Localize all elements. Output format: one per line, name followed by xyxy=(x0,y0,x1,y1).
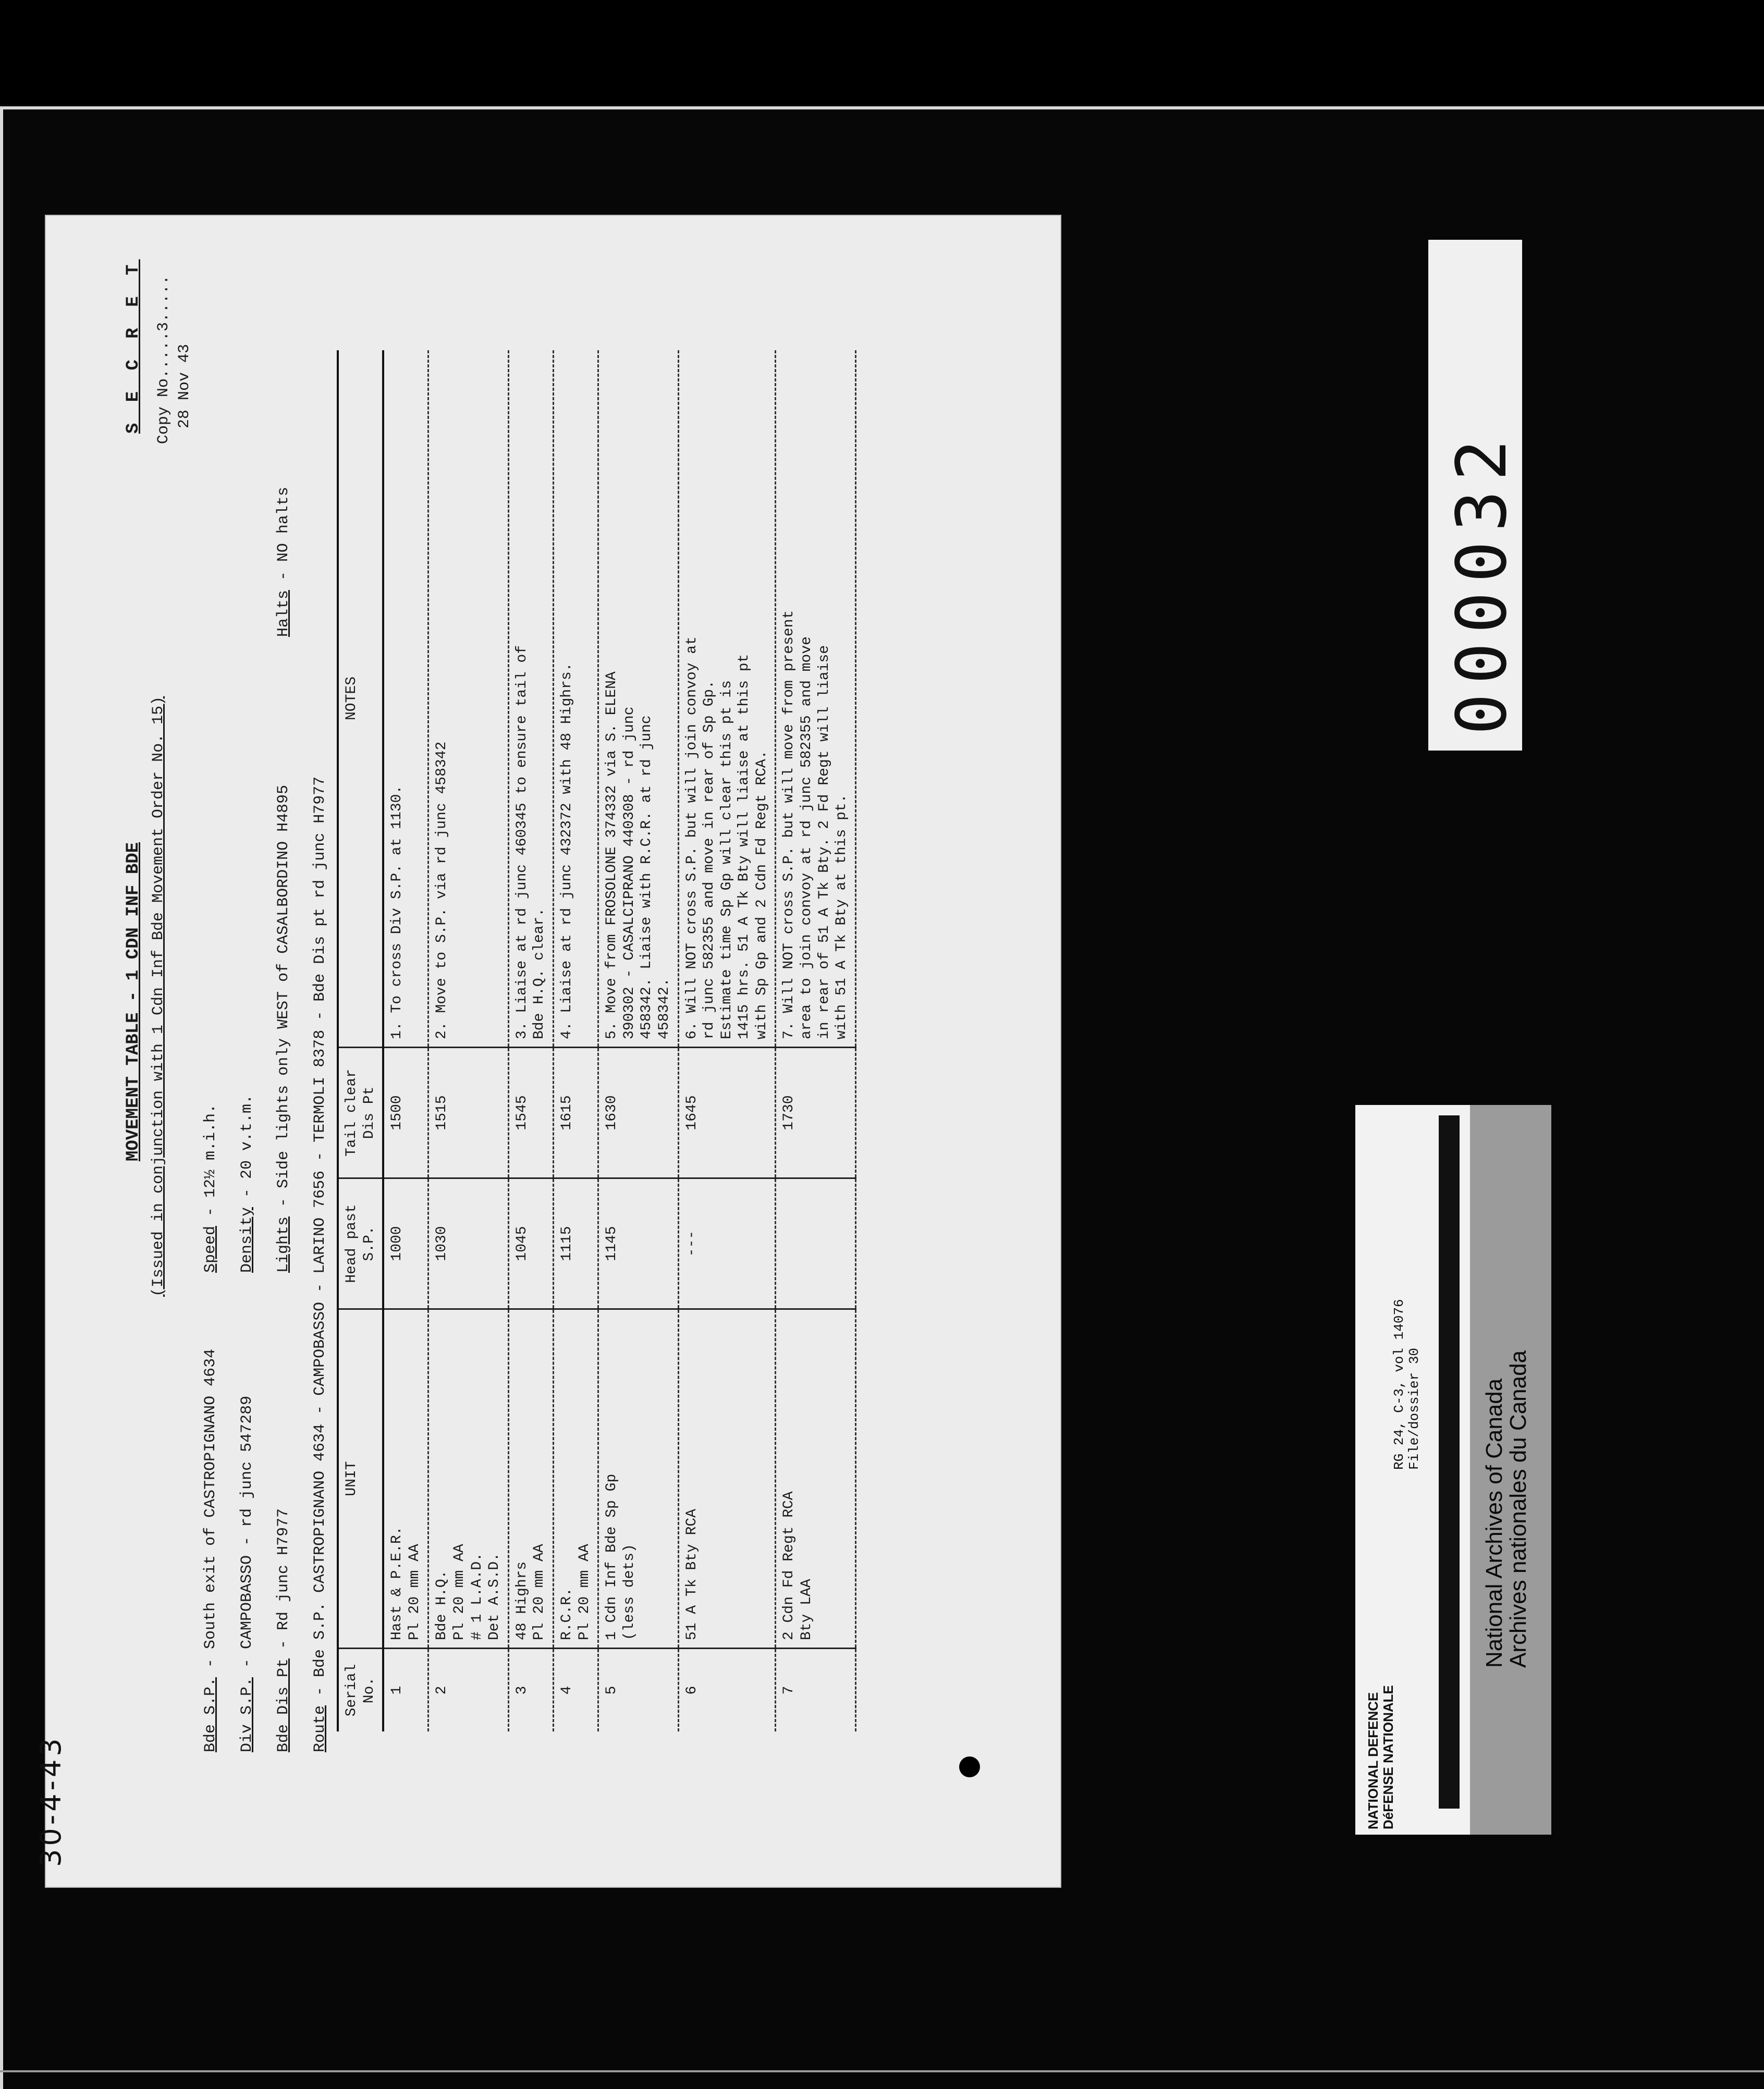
cell-unit: R.C.R. Pl 20 mm AA xyxy=(553,1309,598,1649)
cell-serial: 5 xyxy=(604,1686,620,1695)
table-row xyxy=(776,350,855,1731)
cell-head-past: --- xyxy=(678,1178,776,1309)
cell-tail-clear: 1615 xyxy=(553,1048,598,1178)
nac-fr: Archives nationales du Canada xyxy=(1505,1350,1532,1668)
archive-label-strip xyxy=(1439,1115,1460,1809)
copy-number: Copy No.....3..... xyxy=(155,275,173,444)
cell-head-past: 1030 xyxy=(428,1178,508,1309)
cell-unit: 51 A Tk Bty RCA xyxy=(678,1309,776,1649)
cell-head-past: 1115 xyxy=(553,1178,598,1309)
cell-notes: 5. Move from FROSOLONE 374332 via S. ELENA 390302 - CASALCIPRANO 440308 - rd junc 458342. Liaise with R.C.R. at rd junc 458342. xyxy=(598,350,678,1048)
cell-unit: 2 Cdn Fd Regt RCA Bty LAA xyxy=(776,1309,855,1649)
bde-dis-pt-line: Bde Dis Pt - Rd junc H7977 xyxy=(275,1508,292,1752)
cell-tail-clear: 1730 xyxy=(776,1048,855,1178)
frame-number-box xyxy=(1428,240,1522,751)
table-row xyxy=(508,350,553,1731)
cell-notes: 6. Will NOT cross S.P. but will join convoy at rd junc 582355 and move in rear of Sp Gp. Estimate time Sp Gp will clear this pt is 1415 hrs. 51 A Tk Bty will liaise at this pt with Sp Gp and 2 Cdn Fd Regt RCA. xyxy=(678,350,776,1048)
cell-head-past: 1000 xyxy=(383,1178,428,1309)
div-sp-line: Div S.P. - CAMPOBASSO - rd junc 547289 xyxy=(238,1395,256,1752)
cell-head-past: 1045 xyxy=(508,1178,553,1309)
cell-head-past: 1145 xyxy=(598,1178,678,1309)
archive-label xyxy=(1355,1105,1551,1835)
nac-en: National Archives of Canada xyxy=(1481,1378,1507,1668)
cell-tail-clear: 1515 xyxy=(428,1048,508,1178)
table-header-row xyxy=(338,350,383,1731)
cell-unit: Hast & P.E.R. Pl 20 mm AA xyxy=(383,1309,428,1649)
cell-serial: 4 xyxy=(558,1686,575,1695)
cell-tail-clear: 1500 xyxy=(383,1048,428,1178)
cell-notes: 3. Liaise at rd junc 460345 to ensure tail of Bde H.Q. clear. xyxy=(508,350,553,1048)
cell-unit: 48 Highrs Pl 20 mm AA xyxy=(508,1309,553,1649)
cell-serial: 7 xyxy=(781,1686,798,1695)
speed-line: Speed - 12½ m.i.h. xyxy=(202,1103,219,1273)
cell-serial: 1 xyxy=(389,1686,406,1695)
col-tail-clear: Tail clear Dis Pt xyxy=(338,1048,383,1178)
handwritten-date: 30-4-43 xyxy=(34,1735,67,1867)
table-row xyxy=(383,350,428,1731)
cell-notes: 2. Move to S.P. via rd junc 458342 xyxy=(428,350,508,1048)
reference-line-1: RG 24, C-3, vol 14076 xyxy=(1391,1299,1407,1470)
movement-table xyxy=(337,350,856,1731)
scan-top-rule xyxy=(0,106,1764,109)
archive-reference xyxy=(1392,1299,1422,1470)
scan-left-rule xyxy=(0,106,3,2089)
cell-unit: Bde H.Q. Pl 20 mm AA # 1 L.A.D. Det A.S.D. xyxy=(428,1309,508,1649)
cell-tail-clear: 1645 xyxy=(678,1048,776,1178)
punch-hole xyxy=(959,1756,980,1777)
department-name xyxy=(1366,1685,1395,1829)
table-row xyxy=(428,350,508,1731)
cell-tail-clear: 1545 xyxy=(508,1048,553,1178)
scan-bottom-rule xyxy=(0,2070,1764,2072)
classification-marking: S E C R E T xyxy=(124,259,143,434)
col-notes: NOTES xyxy=(338,350,383,1048)
route-line: Route - Bde S.P. CASTROPIGNANO 4634 - CAMPOBASSO - LARINO 7656 - TERMOLI 8378 - Bde Dis pt rd junc H7977 xyxy=(311,776,329,1752)
department-fr: DéFENSE NATIONALE xyxy=(1380,1685,1396,1829)
frame-number: 000032 xyxy=(1442,430,1522,735)
table-row xyxy=(678,350,776,1731)
nac-name xyxy=(1483,1350,1530,1668)
movement-table-document xyxy=(34,215,1061,1888)
cell-unit: 1 Cdn Inf Bde Sp Gp (less dets) xyxy=(598,1309,678,1649)
department-en: NATIONAL DEFENCE xyxy=(1365,1692,1381,1829)
lights-line: Lights - Side lights only WEST of CASALBORDINO H4895 xyxy=(275,784,292,1273)
cell-notes: 4. Liaise at rd junc 432372 with 48 Highrs. xyxy=(553,350,598,1048)
cell-serial: 2 xyxy=(434,1686,450,1695)
halts-line: Halts - NO halts xyxy=(275,486,292,637)
document-sheet-wrapper xyxy=(34,215,1061,1888)
table-row xyxy=(553,350,598,1731)
col-head-past: Head past S.P. xyxy=(338,1178,383,1309)
cell-serial: 3 xyxy=(513,1686,530,1695)
cell-head-past xyxy=(776,1178,855,1309)
nac-label-area xyxy=(1470,1105,1551,1835)
table-row xyxy=(598,350,678,1731)
cell-serial: 6 xyxy=(683,1686,700,1695)
cell-tail-clear: 1630 xyxy=(598,1048,678,1178)
document-subtitle: (Issued in conjunction with 1 Cdn Inf Bde Movement Order No. 15) xyxy=(150,696,167,1297)
col-unit: UNIT xyxy=(338,1309,383,1649)
document-title: MOVEMENT TABLE - 1 CDN INF BDE xyxy=(124,842,143,1162)
top-black-margin xyxy=(0,0,1764,104)
col-serial: Serial No. xyxy=(338,1649,383,1732)
cell-notes: 1. To cross Div S.P. at 1130. xyxy=(383,350,428,1048)
density-line: Density - 20 v.t.m. xyxy=(238,1094,256,1273)
document-date: 28 Nov 43 xyxy=(176,343,193,428)
cell-notes: 7. Will NOT cross S.P. but will move from present area to join convoy at rd junc 582355 and move in rear of 51 A Tk Bty. 2 Fd Regt will liaise with 51 A Tk Bty at this pt. xyxy=(776,350,855,1048)
bde-sp-line: Bde S.P. - South exit of CASTROPIGNANO 4634 xyxy=(202,1348,219,1752)
reference-line-2: File/dossier 30 xyxy=(1406,1347,1422,1470)
